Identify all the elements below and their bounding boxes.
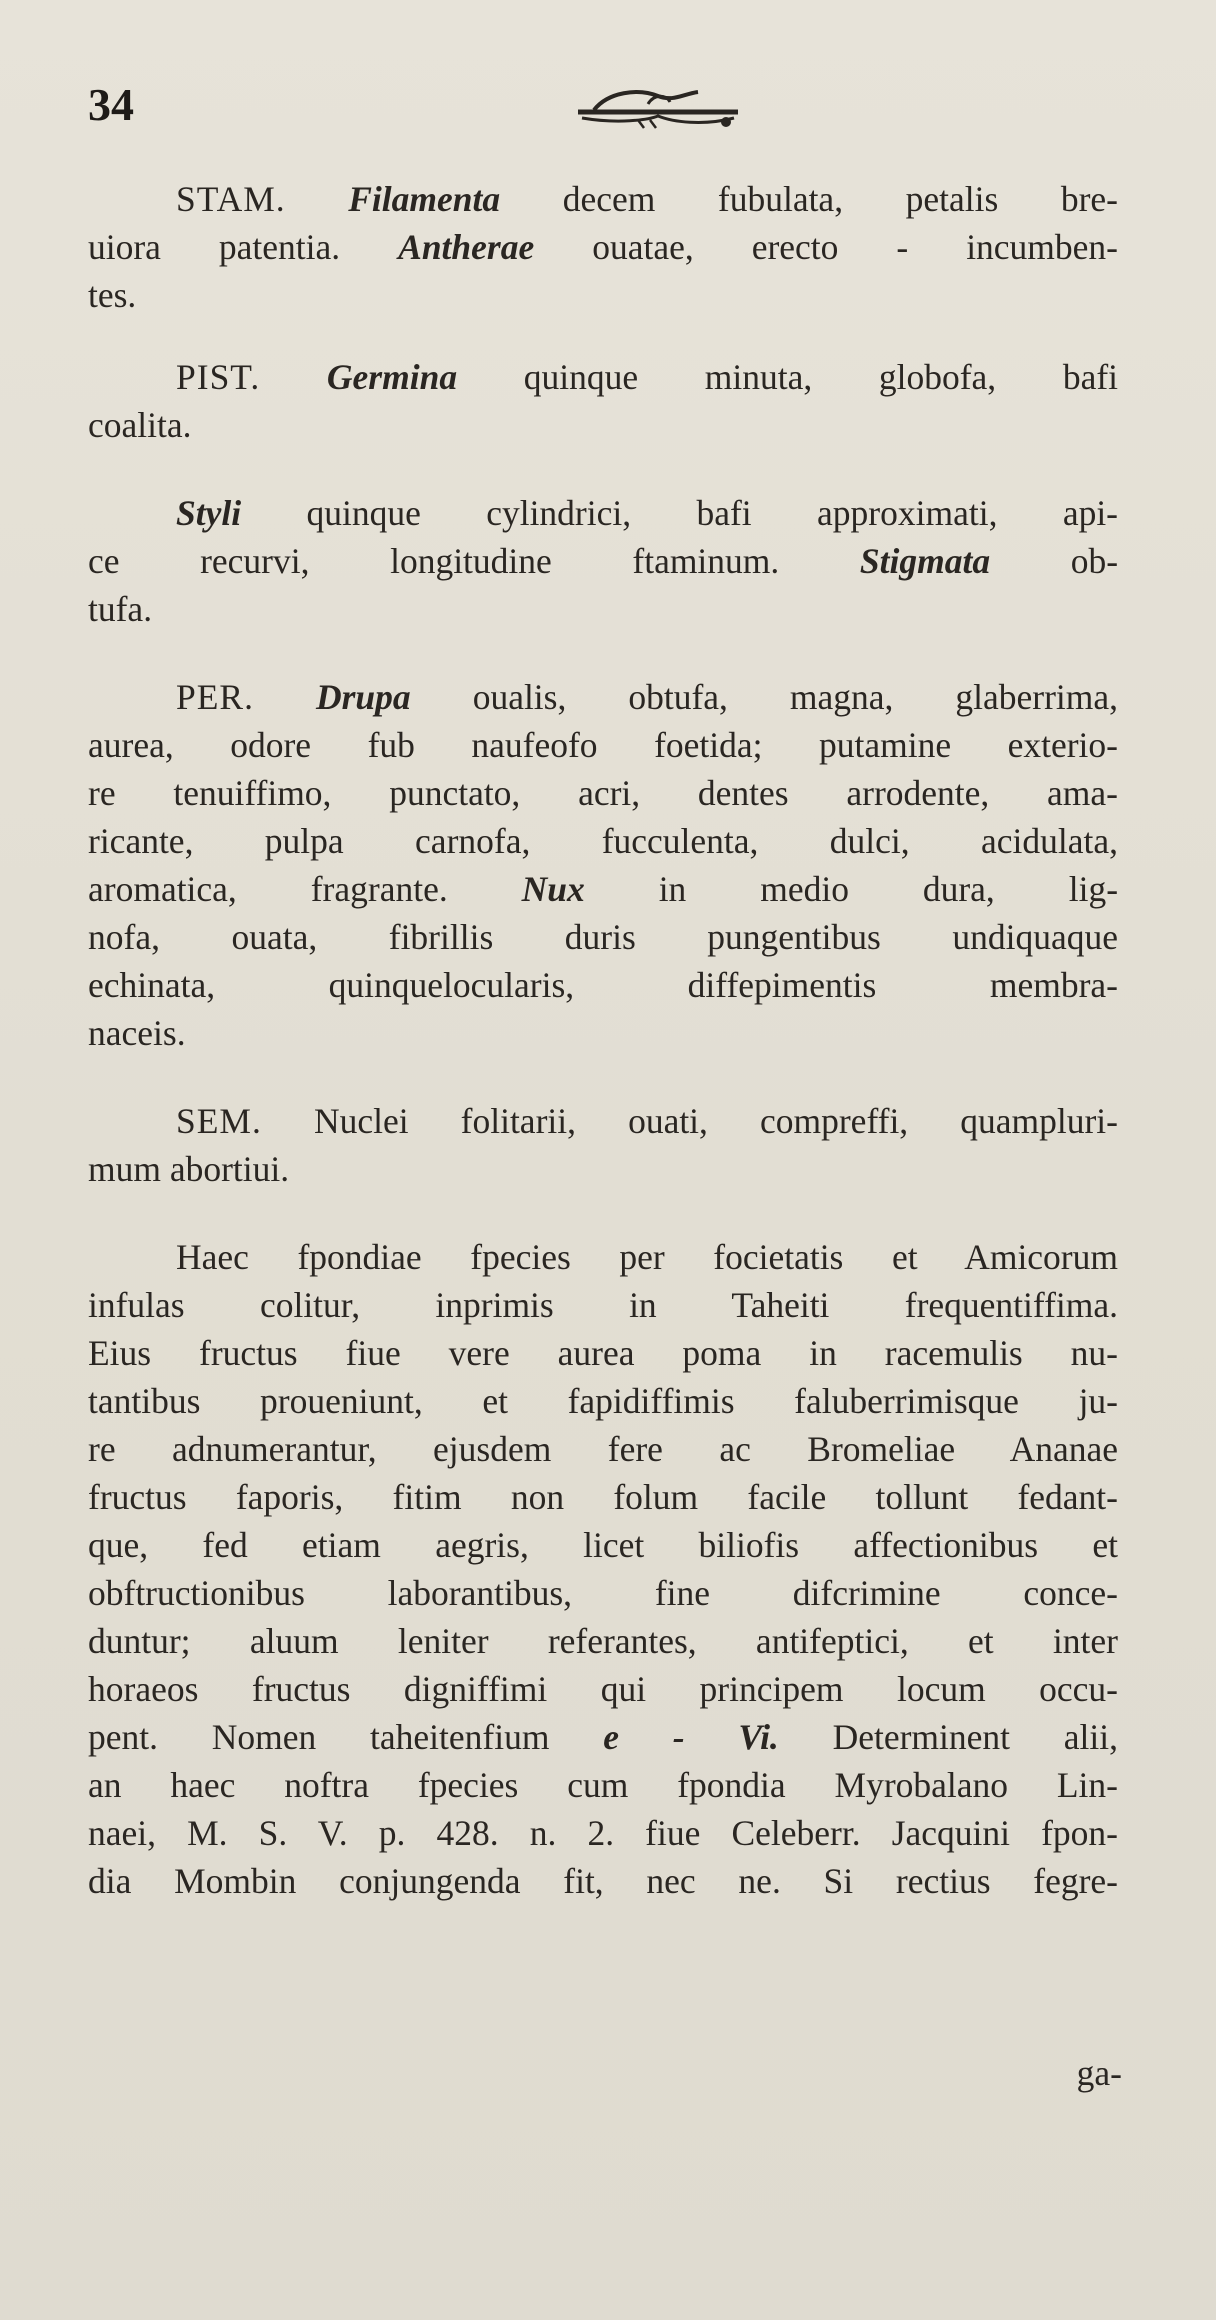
text-span: quinque minuta, globofa, bafi bbox=[523, 357, 1119, 397]
text-line: re adnumerantur, ejusdem fere ac Bromeliae Ananae bbox=[88, 1429, 1118, 1469]
page-text bbox=[88, 175, 1118, 1905]
text-line: coalita. bbox=[88, 405, 192, 445]
pericarpium-paragraph bbox=[88, 673, 1118, 1057]
text-line: tantibus proueniunt, et fapidiffimis faluberrimisque ju- bbox=[88, 1381, 1118, 1421]
text-span: oualis, obtufa, magna, glaberrima, bbox=[472, 677, 1119, 717]
text-span: ce recurvi, longitudine ftaminum. bbox=[88, 541, 780, 581]
text-line: que, fed etiam aegris, licet biliofis affectionibus et bbox=[88, 1525, 1118, 1565]
text-span: in medio dura, lig- bbox=[658, 869, 1119, 909]
text-line: mum abortiui. bbox=[88, 1149, 290, 1189]
commentary-paragraph bbox=[88, 1233, 1118, 1905]
text-line bbox=[88, 489, 1118, 537]
text-span: ob- bbox=[1070, 541, 1119, 581]
section-label: STAM. bbox=[176, 179, 286, 219]
text-line: aurea, odore fub naufeofo foetida; putamine exterio- bbox=[88, 725, 1118, 765]
semen-paragraph bbox=[88, 1097, 1118, 1193]
text-line bbox=[88, 223, 1118, 271]
section-label: PER. bbox=[176, 677, 254, 717]
text-line: re tenuiffimo, punctato, acri, dentes arrodente, ama- bbox=[88, 773, 1118, 813]
term: Germina bbox=[326, 357, 458, 397]
text-line: echinata, quinquelocularis, diffepimentis membra- bbox=[88, 965, 1118, 1005]
printer-ornament-icon bbox=[498, 82, 818, 132]
text-span: ouatae, erecto - incumben- bbox=[592, 227, 1119, 267]
text-line: dia Mombin conjungenda fit, nec ne. Si rectius fegre- bbox=[88, 1861, 1118, 1901]
text-line: Eius fructus fiue vere aurea poma in racemulis nu- bbox=[88, 1333, 1118, 1373]
text-line bbox=[88, 1097, 1118, 1145]
page-header bbox=[88, 78, 1128, 148]
text-line bbox=[88, 673, 1118, 721]
text-span: Determinent alii, bbox=[832, 1717, 1119, 1757]
text-line: tes. bbox=[88, 275, 137, 315]
text-line: infulas colitur, inprimis in Taheiti frequentiffima. bbox=[88, 1285, 1118, 1325]
stamina-paragraph bbox=[88, 175, 1118, 319]
section-label: SEM. bbox=[176, 1101, 262, 1141]
text-span: decem fubulata, petalis bre- bbox=[562, 179, 1119, 219]
text-line: an haec noftra fpecies cum fpondia Myrobalano Lin- bbox=[88, 1765, 1118, 1805]
catchword: ga- bbox=[1076, 2053, 1122, 2093]
text-line: duntur; aluum leniter referantes, antifeptici, et inter bbox=[88, 1621, 1118, 1661]
term: e - Vi. bbox=[603, 1717, 779, 1757]
text-span: uiora patentia. bbox=[88, 227, 341, 267]
term: Nux bbox=[521, 869, 585, 909]
text-line bbox=[88, 1233, 1118, 1281]
text-line: tufa. bbox=[88, 589, 153, 629]
text-span: Haec fpondiae fpecies per focietatis et Amicorum bbox=[176, 1237, 1118, 1277]
term: Stigmata bbox=[859, 541, 991, 581]
text-line: ricante, pulpa carnofa, fucculenta, dulci, acidulata, bbox=[88, 821, 1118, 861]
text-line bbox=[88, 175, 1118, 223]
text-line: fructus faporis, fitim non folum facile tollunt fedant- bbox=[88, 1477, 1118, 1517]
text-span: pent. Nomen taheitenfium bbox=[88, 1717, 550, 1757]
text-span: quinque cylindrici, bafi approximati, api- bbox=[306, 493, 1119, 533]
term: Filamenta bbox=[348, 179, 501, 219]
text-line bbox=[88, 353, 1118, 401]
page-number: 34 bbox=[88, 79, 134, 130]
section-label: PIST. bbox=[176, 357, 261, 397]
text-line bbox=[88, 537, 1118, 585]
text-line: horaeos fructus digniffimi qui principem locum occu- bbox=[88, 1669, 1118, 1709]
text-span: aromatica, fragrante. bbox=[88, 869, 448, 909]
text-line bbox=[88, 865, 1118, 913]
text-line: nofa, ouata, fibrillis duris pungentibus undiquaque bbox=[88, 917, 1118, 957]
pistillum-paragraph bbox=[88, 353, 1118, 449]
styli-paragraph bbox=[88, 489, 1118, 633]
term: Styli bbox=[176, 493, 242, 533]
term: Drupa bbox=[315, 677, 411, 717]
text-span: Nuclei folitarii, ouati, compreffi, quampluri- bbox=[313, 1101, 1118, 1141]
text-line bbox=[88, 1713, 1118, 1761]
text-line: naceis. bbox=[88, 1013, 186, 1053]
text-line: obftructionibus laborantibus, fine difcrimine conce- bbox=[88, 1573, 1118, 1613]
text-line: naei, M. S. V. p. 428. n. 2. fiue Celeberr. Jacquini fpon- bbox=[88, 1813, 1118, 1853]
term: Antherae bbox=[398, 227, 535, 267]
